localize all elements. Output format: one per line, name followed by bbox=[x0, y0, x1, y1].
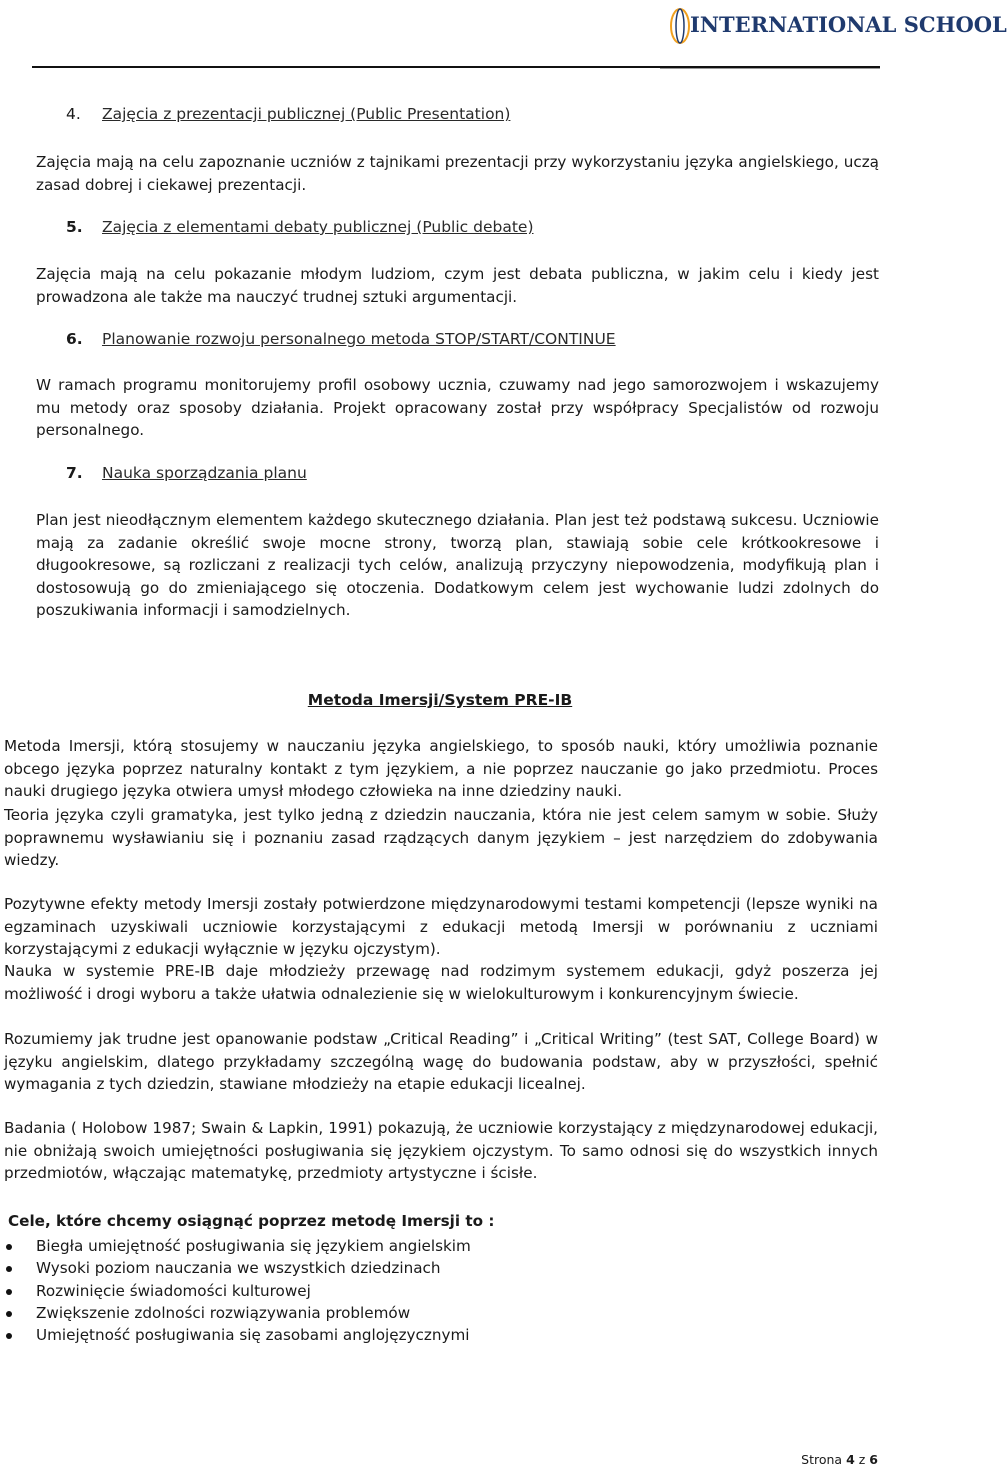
section-body: Zajęcia mają na celu zapoznanie uczniów z tajnikami prezentacji przy wykorzystaniu języka angielskiego, uczą zasad dobrej i ciekawej prezentacji. bbox=[36, 153, 879, 194]
page-of-label: z bbox=[858, 1452, 866, 1467]
school-logo bbox=[668, 4, 1007, 48]
section-number: 7. bbox=[66, 464, 83, 482]
goals-heading: Cele, które chcemy osiągnąć poprzez metodę Imersji to : bbox=[8, 1212, 495, 1230]
section-title: Planowanie rozwoju personalnego metoda STOP/START/CONTINUE bbox=[102, 330, 616, 348]
section-number: 6. bbox=[66, 330, 83, 348]
list-item bbox=[0, 1280, 471, 1302]
page-label: Strona bbox=[801, 1452, 843, 1467]
list-item bbox=[0, 1257, 471, 1279]
section-title: Zajęcia z elementami debaty publicznej (Public debate) bbox=[102, 218, 534, 236]
section-number: 5. bbox=[66, 218, 83, 236]
header-rule-accent bbox=[660, 68, 880, 69]
goal-text: Umiejętność posługiwania się zasobami anglojęzycznymi bbox=[36, 1326, 470, 1345]
page-number: 4 bbox=[846, 1452, 855, 1467]
section-title: Zajęcia z prezentacji publicznej (Public Presentation) bbox=[102, 105, 511, 123]
bullet-icon bbox=[6, 1244, 12, 1250]
method-paragraph: Badania ( Holobow 1987; Swain & Lapkin, 1991) pokazują, że uczniowie korzystający z międzynarodowej edukacji, nie obniżają swoich umiejętności posługiwania się językiem ojczystym. To samo odnosi się do wszystkich innych przedmiotów, włączając matematykę, przedmioty artystyczne i ścisłe. bbox=[4, 1119, 878, 1182]
section-number: 4. bbox=[66, 105, 81, 123]
page-total: 6 bbox=[869, 1452, 878, 1467]
goal-text: Rozwinięcie świadomości kulturowej bbox=[36, 1281, 311, 1300]
bullet-icon bbox=[6, 1289, 12, 1295]
section-body: Zajęcia mają na celu pokazanie młodym ludziom, czym jest debata publiczna, w jakim celu i kiedy jest prowadzona ale także ma nauczyć trudnej sztuki argumentacji. bbox=[36, 265, 879, 306]
method-paragraph: Teoria języka czyli gramatyka, jest tylko jedną z dziedzin nauczania, która nie jest celem samym w sobie. Służy poprawnemu wysławianiu się i poznaniu zasad rządzących danym językiem – jest narzędziem do zdobywania wiedzy. bbox=[4, 806, 878, 869]
goals-list bbox=[0, 1235, 471, 1346]
section-title: Nauka sporządzania planu bbox=[102, 464, 307, 482]
goal-text: Wysoki poziom nauczania we wszystkich dziedzinach bbox=[36, 1259, 441, 1278]
logo-text: INTERNATIONAL SCHOOL bbox=[690, 12, 1007, 37]
list-item bbox=[0, 1302, 471, 1324]
page-footer bbox=[801, 1452, 878, 1467]
method-paragraph: Metoda Imersji, którą stosujemy w nauczaniu języka angielskiego, to sposób nauki, który umożliwia poznanie obcego języka poprzez naturalny kontakt z tym językiem, a nie poprzez nauczanie go jako przedmiotu. Proces nauki drugiego języka otwiera umysł młodego człowieka na inne dziedziny nauki. bbox=[4, 737, 878, 800]
method-title: Metoda Imersji/System PRE-IB bbox=[307, 691, 573, 709]
method-paragraph: Pozytywne efekty metody Imersji zostały potwierdzone międzynarodowymi testami kompetencji (lepsze wyniki na egzaminach uzyskiwali uczniowie korzystającymi z edukacji metodą Imersji w porównaniu z uczniami korzystającymi z edukacji wyłącznie w języku ojczystym). bbox=[4, 895, 878, 958]
goal-text: Zwiększenie zdolności rozwiązywania problemów bbox=[36, 1303, 411, 1322]
method-paragraph: Rozumiemy jak trudne jest opanowanie podstaw „Critical Reading” i „Critical Writing” (test SAT, College Board) w języku angielskim, dlatego przykładamy szczególną wagę do budowania podstaw, aby w przyszłości, spełnić wymagania z tych dziedzin, stawiane młodzieży na etapie edukacji licealnej. bbox=[4, 1030, 878, 1093]
bullet-icon bbox=[6, 1266, 12, 1272]
section-body: Plan jest nieodłącznym elementem każdego skutecznego działania. Plan jest też podstawą sukcesu. Uczniowie mają za zadanie określić swoje mocne strony, tworzą plan, stawiają sobie cele krótkookresowe i długookresowe, są rozliczani z realizacji tych celów, analizują przyczyny niepowodzenia, modyfikują plan i dostosowują go do zmieniającego się otoczenia. Dodatkowym celem jest wychowanie ludzi zdolnych do poszukiwania informacji i samodzielnych. bbox=[36, 511, 879, 619]
list-item bbox=[0, 1324, 471, 1346]
globe-icon bbox=[668, 6, 688, 46]
list-item bbox=[0, 1235, 471, 1257]
section-body: W ramach programu monitorujemy profil osobowy ucznia, czuwamy nad jego samorozwojem i wskazujemy mu metody oraz sposoby działania. Projekt opracowany został przy współpracy Specjalistów od rozwoju personalnego. bbox=[36, 376, 879, 439]
bullet-icon bbox=[6, 1333, 12, 1339]
method-paragraph: Nauka w systemie PRE-IB daje młodzieży przewagę nad rodzimym systemem edukacji, gdyż poszerza jej możliwość i drogi wyboru a także ułatwia odnalezienie się w wielokulturowym i konkurencyjnym świecie. bbox=[4, 962, 878, 1003]
bullet-icon bbox=[6, 1311, 12, 1317]
goal-text: Biegła umiejętność posługiwania się językiem angielskim bbox=[36, 1237, 471, 1255]
